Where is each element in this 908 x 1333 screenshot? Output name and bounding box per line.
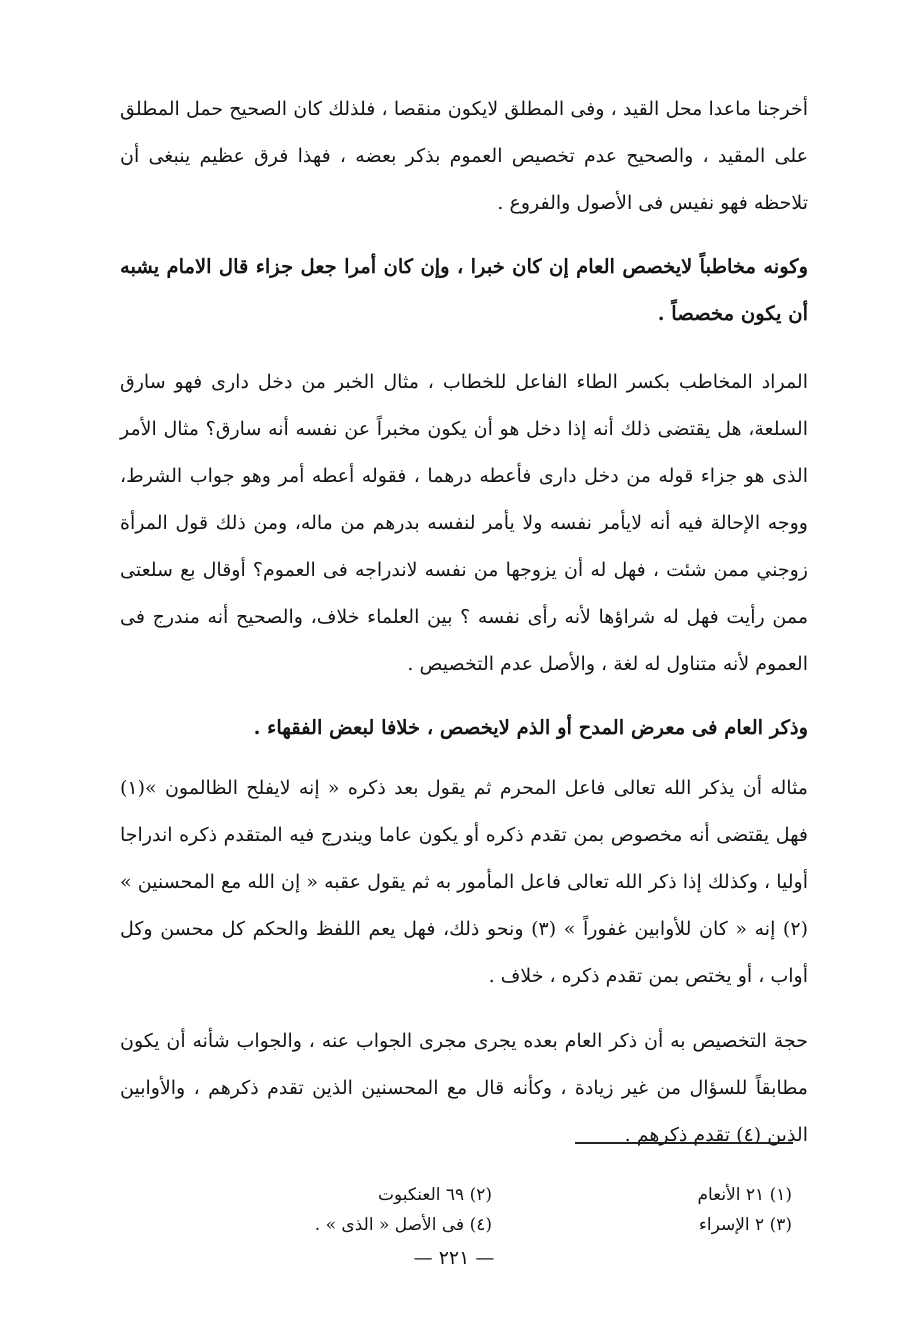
rule-heading-2: وذكر العام فى معرض المدح أو الذم لايخصص ، خلافا لبعض الفقهاء .: [253, 716, 808, 739]
paragraph-2: المراد المخاطب بكسر الطاء الفاعل للخطاب ، مثال الخبر من دخل دارى فهو سارق السلعة، هل يقتضى ذلك أنه إذا دخل هو أن يكون مخبراً عن نفسه أنه سارق؟ مثال الأمر الذى هو جزاء قوله من دخل دارى فأعطه درهما ، فقوله أعطه أمر وهو جواب الشرط، ووجه الإحالة فيه أنه لايأمر نفسه ولا يأمر لنفسه بدرهم من ماله، ومن ذلك قول المرأة زوجني ممن شئت ، فهل له أن يزوجها من نفسه لاندراجه فى العموم؟ أوقال بع سلعتى ممن رأيت فهل له شراؤها لأنه رأى نفسه ؟ بين العلماء خلاف، والصحيح أنه مندرج فى العموم لأنه متناول له لغة ، والأصل عدم التخصيص .: [120, 371, 808, 675]
footnote-1: (١) ٢١ الأنعام: [697, 1185, 792, 1205]
footnote-3: (٣) ٢ الإسراء: [698, 1215, 792, 1235]
paragraph-3: مثاله أن يذكر الله تعالى فاعل المحرم ثم يقول بعد ذكره « إنه لايفلح الظالمون »(١) فهل يقتضى أنه مخصوص بمن تقدم ذكره أو يكون عاما ويندرج فيه المتقدم ذكره اندراجا أوليا ، وكذلك إذا ذكر الله تعالى فاعل المأمور به ثم يقول عقبه « إن الله مع المحسنين » (٢) إنه « كان للأوابين غفوراً » (٣) ونحو ذلك، فهل يعم اللفظ والحكم كل محسن وكل أواب ، أو يختص بمن تقدم ذكره ، خلاف .: [120, 777, 808, 987]
footnotes: [300, 1180, 792, 1240]
page-body: [120, 86, 808, 1159]
paragraph-4: حجة التخصيص به أن ذكر العام بعده يجرى مجرى الجواب عنه ، والجواب شأنه أن يكون مطابقاً للسؤال من غير زيادة ، وكأنه قال مع المحسنين الذين تقدم ذكرهم ، والأوابين الذين (٤) تقدم ذكرهم .: [120, 1030, 808, 1146]
footnote-4: (٤) فى الأصل « الذى » .: [314, 1215, 492, 1235]
footnote-2: (٢) ٦٩ العنكبوت: [377, 1185, 492, 1205]
footnote-divider: [575, 1142, 793, 1144]
page-number: — ٢٢١ —: [413, 1247, 495, 1269]
rule-heading-1: وكونه مخاطباً لايخصص العام إن كان خبرا ، وإن كان أمرا جعل جزاء قال الامام يشبه أن يكون مخصصاً .: [120, 255, 808, 325]
paragraph-1: أخرجنا ماعدا محل القيد ، وفى المطلق لايكون منقصا ، فلذلك كان الصحيح حمل المطلق على المقيد ، والصحيح عدم تخصيص العموم بذكر بعضه ، فهذا فرق عظيم ينبغى أن تلاحظه فهو نفيس فى الأصول والفروع .: [120, 98, 808, 214]
